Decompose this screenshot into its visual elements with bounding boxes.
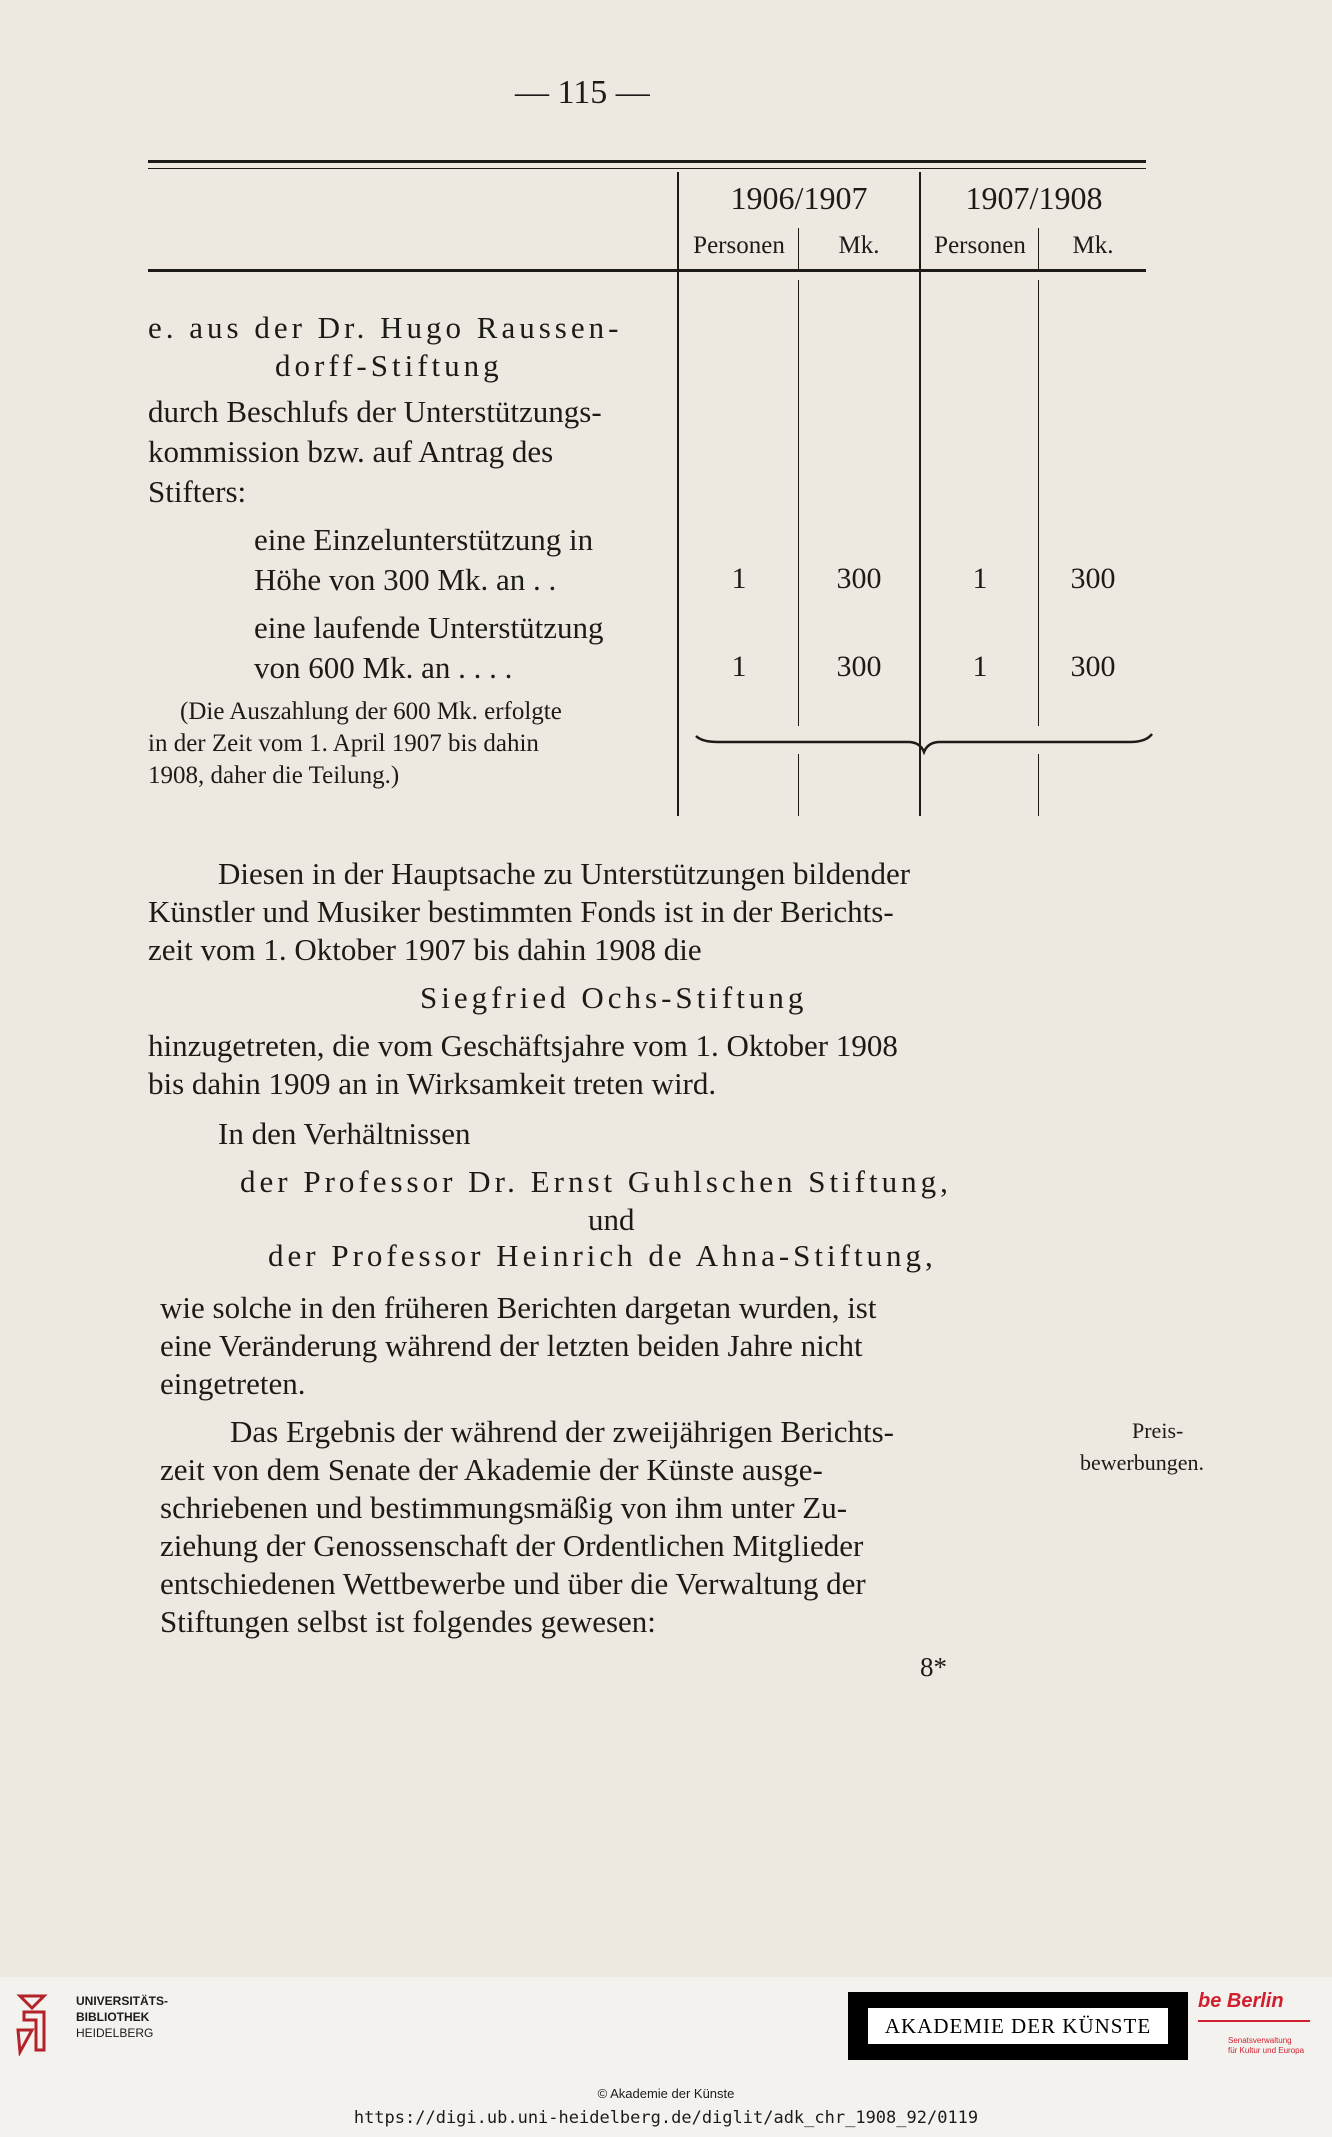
copyright: © Akademie der Künste [597, 2086, 735, 2101]
row1-personen-1907: 1 [972, 562, 988, 595]
row-note-3: 1908, daher die Teilung.) [148, 762, 400, 789]
margin-note-line2: bewerbungen. [1080, 1450, 1205, 1475]
table-divider-col1-body [798, 280, 799, 726]
split-brace [694, 728, 1154, 758]
row-note-1: (Die Auszahlung der 600 Mk. erfolgte [180, 698, 562, 725]
table-divider-col1 [798, 228, 799, 270]
berlin-logo-mark: be Berlin [1198, 1990, 1284, 2012]
body-p3-line3: schriebenen und bestimmungsmäßig von ihm unter Zu- [160, 1490, 848, 1525]
body-p1-line1: Diesen in der Hauptsache zu Unterstützungen bildender [218, 856, 911, 891]
row-desc-3: Stifters: [148, 474, 247, 509]
berlin-logo-sub2: für Kultur und Europa [1228, 2046, 1305, 2055]
row-desc-2: kommission bzw. auf Antrag des [148, 434, 554, 469]
akademie-logo-text: AKADEMIE DER KÜNSTE [884, 2014, 1152, 2038]
body-p2-center3: der Professor Heinrich de Ahna-Stiftung, [268, 1238, 937, 1273]
table-divider-col3-tail [1038, 754, 1039, 816]
berlin-logo[interactable] [1198, 1990, 1310, 2070]
body-p3-line6: Stiftungen selbst ist folgendes gewesen: [160, 1604, 656, 1639]
header-personen-1: Personen [693, 232, 785, 259]
header-personen-2: Personen [934, 232, 1026, 259]
ub-emblem-icon [14, 1990, 64, 2056]
row-item1-2: Höhe von 300 Mk. an . . [254, 562, 557, 597]
margin-note-line1: Preis- [1132, 1418, 1184, 1443]
row-note-2: in der Zeit vom 1. April 1907 bis dahin [148, 730, 539, 757]
ub-name-line2: BIBLIOTHEK [76, 2010, 150, 2024]
body-p1-line5: bis dahin 1909 an in Wirksamkeit treten wird. [148, 1066, 717, 1101]
row-item2-2: von 600 Mk. an . . . . [254, 650, 513, 685]
body-p1-line3: zeit vom 1. Oktober 1907 bis dahin 1908 die [148, 932, 702, 967]
body-p3-line2: zeit von dem Senate der Akademie der Künste ausge- [160, 1452, 823, 1487]
row1-mk-1906: 300 [836, 562, 882, 595]
signature-mark: 8* [920, 1652, 947, 1682]
header-year-1: 1906/1907 [730, 180, 868, 216]
row-e-title-2: dorff-Stiftung [275, 348, 503, 383]
row-e-title-1: e. aus der Dr. Hugo Raussen- [148, 310, 623, 345]
row-item1-1: eine Einzelunterstützung in [254, 522, 594, 557]
table-header-rule [148, 269, 1146, 272]
body-p3-line4: ziehung der Genossenschaft der Ordentlichen Mitglieder [160, 1528, 864, 1563]
row-item2-1: eine laufende Unterstützung [254, 610, 604, 645]
berlin-logo-rule [1198, 2020, 1310, 2022]
header-mk-1: Mk. [838, 232, 880, 259]
header-mk-2: Mk. [1072, 232, 1114, 259]
body-p1-line2: Künstler und Musiker bestimmten Fonds ist in der Berichts- [148, 894, 894, 929]
row-desc-1: durch Beschlufs der Unterstützungs- [148, 394, 602, 429]
akademie-logo[interactable] [848, 1992, 1188, 2060]
table-divider-col3-body [1038, 280, 1039, 726]
body-p2-center1: der Professor Dr. Ernst Guhlschen Stiftung, [240, 1164, 952, 1199]
source-url[interactable]: https://digi.ub.uni-heidelberg.de/diglit/adk_chr_1908_92/0119 [353, 2108, 979, 2128]
table-top-rule-thin [148, 168, 1146, 169]
row2-mk-1907: 300 [1070, 650, 1116, 683]
table-divider-col3 [1038, 228, 1039, 270]
berlin-logo-sub1: Senatsverwaltung [1228, 2036, 1292, 2045]
row1-mk-1907: 300 [1070, 562, 1116, 595]
header-year-2: 1907/1908 [965, 180, 1103, 216]
row2-personen-1906: 1 [731, 650, 747, 683]
row1-personen-1906: 1 [731, 562, 747, 595]
table-divider-year [919, 172, 921, 816]
row2-mk-1906: 300 [836, 650, 882, 683]
body-p2-line2: wie solche in den früheren Berichten dargetan wurden, ist [160, 1290, 877, 1325]
table-divider-col1-tail [798, 754, 799, 816]
body-p2-center2: und [588, 1202, 635, 1237]
ub-name-line1: UNIVERSITÄTS- [76, 1994, 169, 2008]
body-p1-center: Siegfried Ochs-Stiftung [420, 980, 808, 1015]
body-p3-line5: entschiedenen Wettbewerbe und über die Verwaltung der [160, 1566, 866, 1601]
table-top-rule [148, 160, 1146, 163]
body-p3-line1: Das Ergebnis der während der zweijährigen Berichts- [230, 1414, 894, 1449]
ub-name-line3: HEIDELBERG [76, 2026, 154, 2040]
body-p1-line4: hinzugetreten, die vom Geschäftsjahre vom 1. Oktober 1908 [148, 1028, 898, 1063]
body-p2-line1: In den Verhältnissen [218, 1116, 471, 1151]
page-number: — 115 — [515, 74, 650, 111]
body-p2-line4: eingetreten. [160, 1366, 306, 1401]
table-divider-label [677, 172, 679, 816]
row2-personen-1907: 1 [972, 650, 988, 683]
body-p2-line3: eine Veränderung während der letzten beiden Jahre nicht [160, 1328, 863, 1363]
